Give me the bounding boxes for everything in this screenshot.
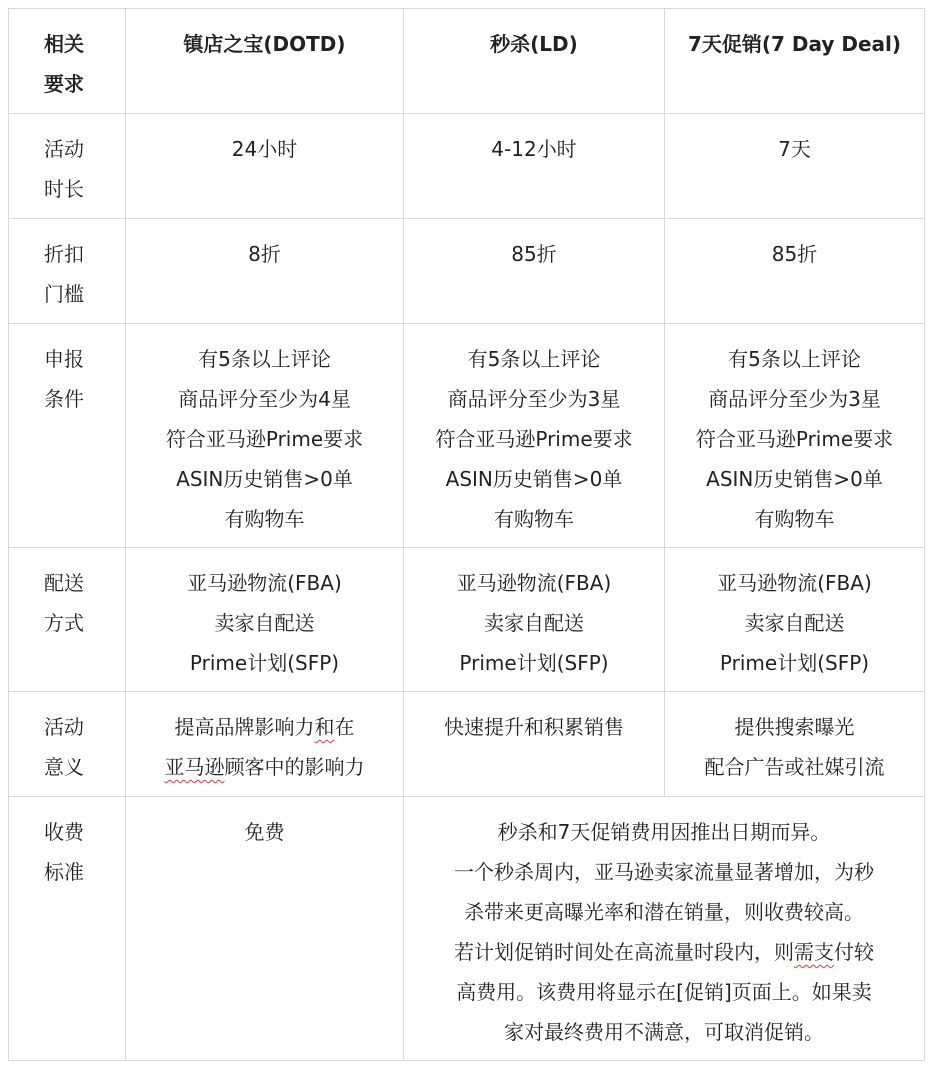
- row-purpose: [9, 692, 925, 797]
- row-label-text: 折扣门槛: [44, 242, 84, 306]
- cell-discount-ld: [404, 219, 665, 324]
- cell-line: 8折: [248, 242, 281, 266]
- cell-line: 7天: [778, 137, 811, 161]
- cell-discount-7day: [665, 219, 925, 324]
- cell-line: 一个秒杀周内，亚马逊卖家流量显著增加，为秒: [454, 860, 874, 884]
- spellcheck-mark: 亚马逊: [164, 755, 225, 779]
- header-requirement: [9, 9, 126, 114]
- cell-line: 卖家自配送: [214, 611, 315, 635]
- cell-fulfillment-dotd: [126, 548, 404, 692]
- cell-line: Prime计划(SFP): [459, 651, 609, 675]
- row-label-text: 收费标准: [44, 820, 84, 884]
- cell-line: 秒杀和7天促销费用因推出日期而异。: [497, 820, 831, 844]
- row-label-fulfillment: [9, 548, 126, 692]
- cell-line: ASIN历史销售>0单: [176, 467, 353, 491]
- row-label-duration: [9, 114, 126, 219]
- cell-line: 有5条以上评论: [198, 347, 331, 371]
- cell-line: ASIN历史销售>0单: [706, 467, 883, 491]
- row-label-text: 活动时长: [44, 137, 84, 201]
- cell-line: 4-12小时: [491, 137, 577, 161]
- cell-fulfillment-7day: [665, 548, 925, 692]
- row-discount: [9, 219, 925, 324]
- cell-line: 提高品牌影响力和在: [174, 715, 355, 739]
- cell-duration-dotd: [126, 114, 404, 219]
- cell-line: 有购物车: [494, 507, 574, 531]
- cell-line: Prime计划(SFP): [719, 651, 870, 675]
- cell-duration-7day: [665, 114, 925, 219]
- cell-line: 快速提升和积累销售: [444, 715, 624, 739]
- header-row: [9, 9, 925, 114]
- row-eligibility: [9, 324, 925, 548]
- cell-line: 亚马逊物流(FBA): [456, 571, 612, 595]
- cell-line: 卖家自配送: [484, 611, 584, 635]
- row-fees: [9, 797, 925, 1061]
- cell-line: 家对最终费用不满意，可取消促销。: [504, 1020, 824, 1044]
- cell-line: 85折: [771, 242, 818, 266]
- cell-purpose-dotd: [126, 692, 404, 797]
- cell-line: 符合亚马逊Prime要求: [695, 427, 894, 451]
- cell-line: 杀带来更高曝光率和潜在销量，则收费较高。: [464, 900, 864, 924]
- cell-line: 亚马逊物流(FBA): [717, 571, 872, 595]
- deal-comparison-table: [8, 8, 925, 1061]
- cell-discount-dotd: [126, 219, 404, 324]
- cell-eligibility-7day: [665, 324, 925, 548]
- row-label-discount: [9, 219, 126, 324]
- row-label-text: 配送方式: [44, 571, 84, 635]
- header-label: 相关要求: [44, 32, 84, 96]
- cell-purpose-7day: [665, 692, 925, 797]
- cell-line: 有5条以上评论: [467, 347, 601, 371]
- cell-line: 符合亚马逊Prime要求: [435, 427, 633, 451]
- cell-line: Prime计划(SFP): [189, 651, 340, 675]
- cell-line: 卖家自配送: [744, 611, 845, 635]
- row-label-text: 活动意义: [44, 715, 84, 779]
- cell-eligibility-ld: [404, 324, 665, 548]
- cell-line: 免费: [244, 820, 285, 844]
- cell-line: 有5条以上评论: [728, 347, 861, 371]
- header-dotd: 镇店之宝(DOTD): [126, 9, 404, 114]
- cell-line: 高费用。该费用将显示在[促销]页面上。如果卖: [456, 980, 872, 1004]
- row-label-purpose: [9, 692, 126, 797]
- row-label-fees: [9, 797, 126, 1061]
- cell-line: 商品评分至少为3星: [708, 387, 881, 411]
- cell-line: 亚马逊物流(FBA): [187, 571, 342, 595]
- row-duration: [9, 114, 925, 219]
- cell-line: 亚马逊顾客中的影响力: [164, 755, 365, 779]
- row-label-text: 申报条件: [44, 347, 84, 411]
- cell-fees-dotd: [126, 797, 404, 1061]
- cell-line: 商品评分至少为3星: [447, 387, 621, 411]
- cell-purpose-ld: [404, 692, 665, 797]
- header-7day: 7天促销(7 Day Deal): [665, 9, 925, 114]
- header-ld: 秒杀(LD): [404, 9, 665, 114]
- spellcheck-mark: 需支: [794, 940, 834, 964]
- cell-duration-ld: [404, 114, 665, 219]
- cell-line: 配合广告或社媒引流: [704, 755, 885, 779]
- cell-fees-ld-7day: [404, 797, 925, 1061]
- cell-line: 符合亚马逊Prime要求: [165, 427, 364, 451]
- cell-line: 85折: [511, 242, 557, 266]
- cell-line: 24小时: [231, 137, 298, 161]
- cell-line: 若计划促销时间处在高流量时段内，则需支付较: [454, 940, 874, 964]
- row-fulfillment: [9, 548, 925, 692]
- cell-line: 商品评分至少为4星: [178, 387, 351, 411]
- row-label-eligibility: [9, 324, 126, 548]
- cell-line: 有购物车: [224, 507, 305, 531]
- cell-line: 提供搜索曝光: [734, 715, 855, 739]
- cell-line: ASIN历史销售>0单: [445, 467, 623, 491]
- cell-line: 有购物车: [754, 507, 835, 531]
- spellcheck-mark: 和: [314, 715, 335, 739]
- cell-fulfillment-ld: [404, 548, 665, 692]
- cell-eligibility-dotd: [126, 324, 404, 548]
